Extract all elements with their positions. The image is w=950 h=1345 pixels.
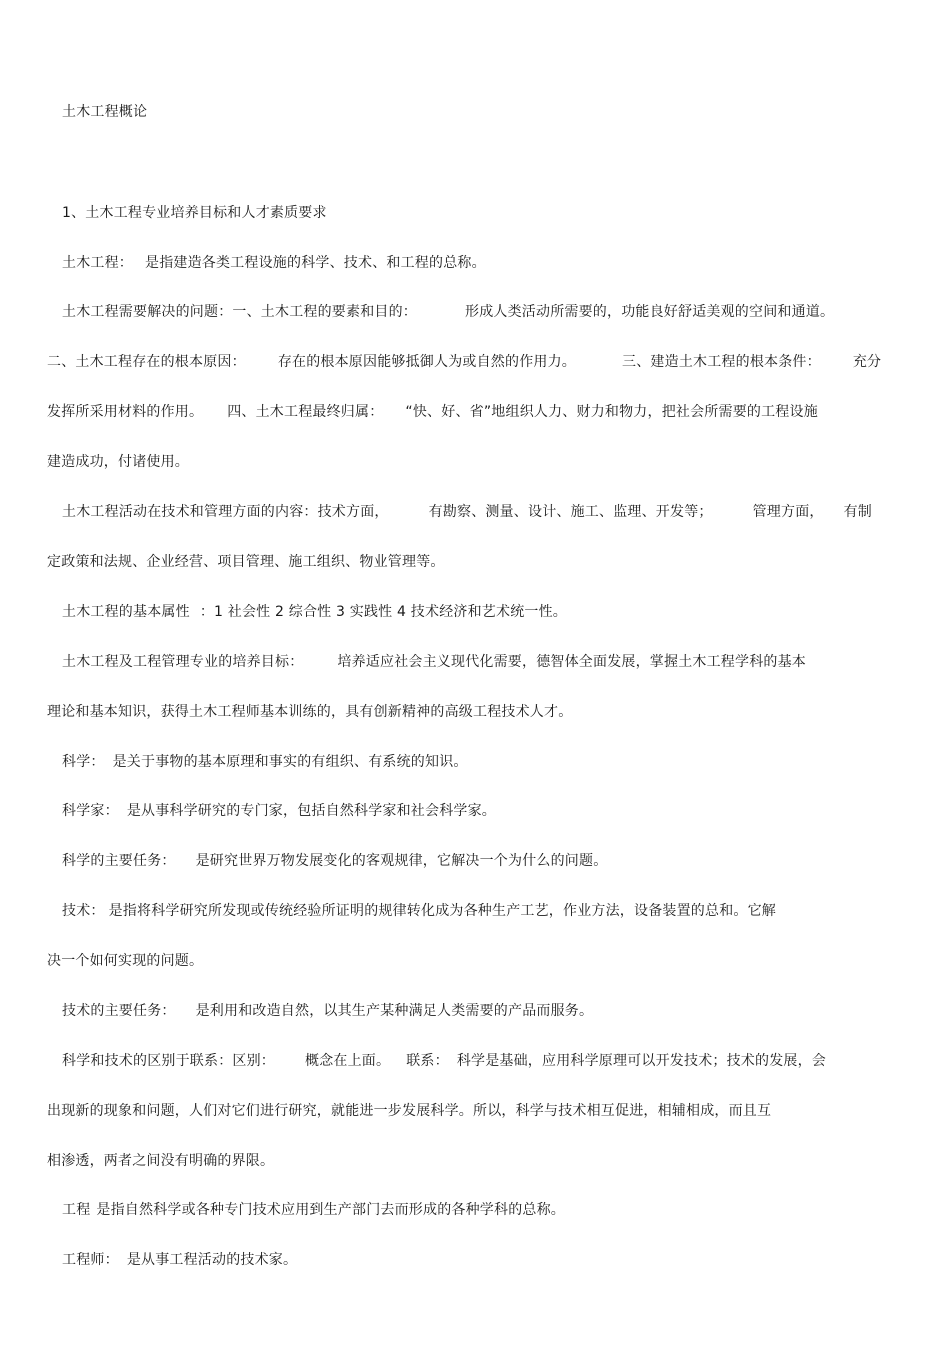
term-label: 工程 bbox=[62, 1202, 91, 1218]
text-segment: 形成人类活动所需要的，功能良好舒适美观的空间和通道。 bbox=[465, 304, 835, 320]
text-segment: “快、好、省”地组织人力、财力和物力，把社会所需要的工程设施 bbox=[405, 404, 818, 420]
term-definition: 培养适应社会主义现代化需要，德智体全面发展，掌握土木工程学科的基本 bbox=[337, 654, 807, 670]
term-definition: 是指建造各类工程设施的科学、技术、和工程的总称。 bbox=[145, 255, 486, 271]
text-segment: 科学和技术的区别于联系：区别： bbox=[62, 1053, 275, 1069]
section-heading bbox=[62, 203, 327, 223]
paragraph-line bbox=[47, 1151, 274, 1171]
text-segment: 发挥所采用材料的作用。 bbox=[47, 404, 204, 420]
paragraph-line bbox=[62, 652, 806, 672]
term-label: 土木工程的基本属性 bbox=[62, 604, 190, 620]
text-segment: 四、土木工程最终归属： bbox=[227, 404, 384, 420]
term-label: 科学家： bbox=[62, 803, 119, 819]
paragraph-line bbox=[47, 552, 445, 572]
term-definition: 是利用和改造自然，以其生产某种满足人类需要的产品而服务。 bbox=[195, 1003, 594, 1019]
paragraph-line bbox=[62, 602, 567, 622]
term-definition: 是研究世界万物发展变化的客观规律，它解决一个为什么的问题。 bbox=[195, 853, 608, 869]
paragraph-line bbox=[47, 1101, 771, 1121]
text-segment: 科学是基础，应用科学原理可以开发技术；技术的发展，会 bbox=[456, 1053, 827, 1069]
paragraph-line bbox=[62, 302, 834, 322]
text-segment: 建造成功，付诸使用。 bbox=[47, 454, 189, 470]
term-label: 工程师： bbox=[62, 1252, 119, 1268]
term-label: 土木工程： bbox=[62, 255, 133, 271]
term-definition: 是指自然科学或各种专门技术应用到生产部门去而形成的各种学科的总称。 bbox=[96, 1202, 566, 1218]
text-segment: 有勘察、测量、设计、施工、监理、开发等； bbox=[428, 504, 713, 520]
paragraph-line bbox=[62, 851, 607, 871]
paragraph-line bbox=[62, 502, 872, 522]
paragraph-line bbox=[47, 402, 818, 422]
text-segment: 理论和基本知识，获得土木工程师基本训练的，具有创新精神的高级工程技术人才。 bbox=[47, 704, 573, 720]
text-segment: 管理方面， bbox=[752, 504, 824, 520]
document-title-text: 土木工程概论 bbox=[62, 104, 148, 120]
paragraph-line bbox=[62, 901, 776, 921]
term-label: 科学： bbox=[62, 754, 105, 770]
text-segment: 定政策和法规、企业经营、项目管理、施工组织、物业管理等。 bbox=[47, 554, 445, 570]
term-definition: ：1 社会性 2 综合性 3 实践性 4 技术经济和艺术统一性。 bbox=[199, 604, 567, 620]
text-segment: 三、建造土木工程的根本条件： bbox=[622, 354, 821, 370]
term-definition: 是从事工程活动的技术家。 bbox=[126, 1252, 298, 1268]
document-title bbox=[62, 102, 147, 122]
term-label: 土木工程及工程管理专业的培养目标： bbox=[62, 654, 304, 670]
paragraph-line bbox=[62, 1001, 593, 1021]
paragraph-line bbox=[47, 951, 203, 971]
paragraph-line bbox=[62, 1250, 297, 1270]
text-segment: 出现新的现象和问题，人们对它们进行研究，就能进一步发展科学。所以，科学与技术相互促进，相辅相成，而且互 bbox=[47, 1103, 772, 1119]
term-definition: 是关于事物的基本原理和事实的有组织、有系统的知识。 bbox=[112, 754, 468, 770]
paragraph-line bbox=[47, 352, 881, 372]
term-definition: 是从事科学研究的专门家，包括自然科学家和社会科学家。 bbox=[126, 803, 497, 819]
text-segment: 联系： bbox=[406, 1053, 449, 1069]
text-segment: 土木工程活动在技术和管理方面的内容：技术方面， bbox=[62, 504, 389, 520]
paragraph-line bbox=[47, 702, 572, 722]
paragraph-line bbox=[62, 752, 468, 772]
paragraph-line bbox=[62, 253, 486, 273]
term-label: 技术： bbox=[62, 903, 105, 919]
term-label: 科学的主要任务： bbox=[62, 853, 176, 869]
paragraph-line bbox=[62, 1200, 565, 1220]
paragraph-line bbox=[62, 1051, 826, 1071]
text-segment: 有制 bbox=[843, 504, 873, 520]
text-segment: 充分 bbox=[852, 354, 882, 370]
term-label: 技术的主要任务： bbox=[62, 1003, 176, 1019]
text-segment: 二、土木工程存在的根本原因： bbox=[47, 354, 246, 370]
text-segment: 存在的根本原因能够抵御人为或自然的作用力。 bbox=[277, 354, 577, 370]
text-segment: 土木工程需要解决的问题：一、土木工程的要素和目的： bbox=[62, 304, 417, 320]
text-segment: 概念在上面。 bbox=[305, 1053, 391, 1069]
text-segment: 相渗透，两者之间没有明确的界限。 bbox=[47, 1153, 275, 1169]
text-segment: 决一个如何实现的问题。 bbox=[47, 953, 204, 969]
section-heading-text: 1、土木工程专业培养目标和人才素质要求 bbox=[62, 205, 327, 221]
paragraph-line bbox=[47, 452, 189, 472]
term-definition: 是指将科学研究所发现或传统经验所证明的规律转化成为各种生产工艺，作业方法，设备装置的总和。它解 bbox=[108, 903, 777, 919]
paragraph-line bbox=[62, 801, 496, 821]
